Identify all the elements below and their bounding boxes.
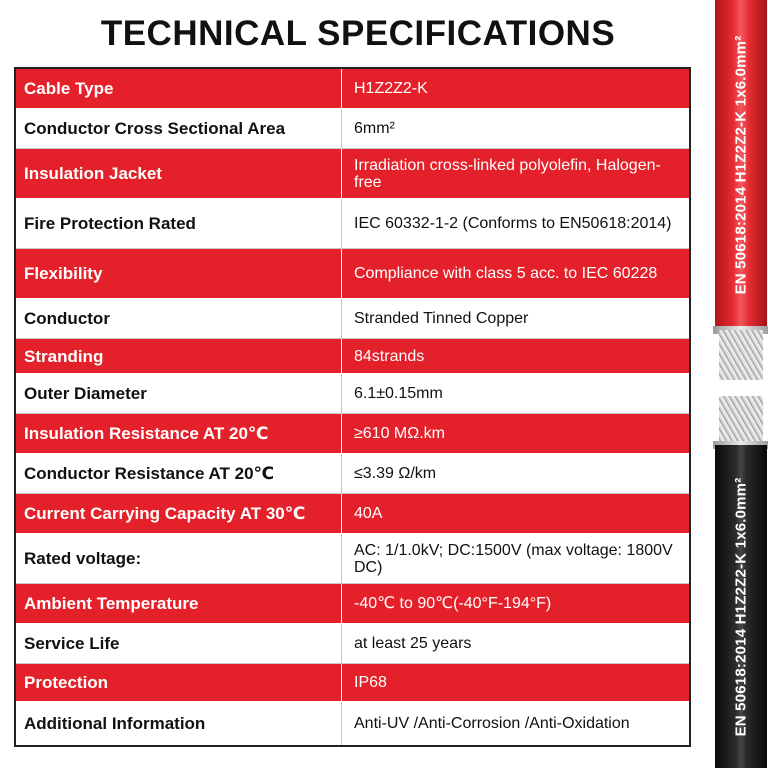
page-title: TECHNICAL SPECIFICATIONS [100, 14, 616, 53]
spec-label: Cable Type [16, 69, 342, 108]
spec-row-outer-diameter [16, 374, 689, 414]
spec-value: 6mm² [354, 120, 395, 137]
spec-row-cable-type [16, 69, 689, 109]
red-cable-print: EN 50618:2014 H1Z2Z2-K 1x6.0mm² [732, 35, 750, 295]
spec-value: Irradiation cross-linked polyolefin, Halogen-free [354, 156, 661, 191]
spec-value: IP68 [354, 674, 387, 691]
spec-value: Anti-UV /Anti-Corrosion /Anti-Oxidation [354, 715, 630, 732]
spec-value: -40℃ to 90℃(-40°F-194°F) [354, 595, 552, 612]
spec-label: Ambient Temperature [16, 584, 342, 623]
spec-value: at least 25 years [354, 635, 472, 652]
spec-label: Protection [16, 664, 342, 701]
spec-value: IEC 60332-1-2 (Conforms to EN50618:2014) [354, 215, 672, 232]
spec-label: Conductor [16, 299, 342, 338]
spec-value: AC: 1/1.0kV; DC:1500V (max voltage: 1800V DC) [354, 541, 673, 576]
spec-table [14, 67, 691, 747]
spec-label: Additional Information [16, 702, 342, 745]
spec-row-current-capacity [16, 494, 689, 534]
spec-label: Fire Protection Rated [16, 199, 342, 248]
spec-value: 84strands [354, 347, 425, 365]
tinned-copper-strands-top [719, 330, 763, 380]
spec-label: Conductor Cross Sectional Area [16, 109, 342, 148]
spec-row-flexibility [16, 249, 689, 299]
spec-value: ≤3.39 Ω/km [354, 465, 437, 482]
spec-label: Stranding [16, 339, 342, 373]
spec-label: Current Carrying Capacity AT 30℃ [16, 494, 342, 533]
spec-label: Service Life [16, 624, 342, 663]
spec-value: Compliance with class 5 acc. to IEC 60228 [354, 265, 658, 282]
spec-label: Insulation Jacket [16, 149, 342, 198]
black-cable-print: EN 50618:2014 H1Z2Z2-K 1x6.0mm² [732, 477, 750, 736]
spec-label: Flexibility [16, 249, 342, 298]
spec-row-rated-voltage [16, 534, 689, 584]
spec-row-stranding [16, 339, 689, 374]
spec-row-fire-protection [16, 199, 689, 249]
spec-row-protection [16, 664, 689, 702]
spec-row-insulation-resistance [16, 414, 689, 454]
black-cable-image [715, 445, 767, 768]
red-cable-image [715, 0, 767, 330]
spec-row-service-life [16, 624, 689, 664]
spec-value: 40A [354, 505, 383, 522]
spec-value: 6.1±0.15mm [354, 385, 443, 402]
spec-value: Stranded Tinned Copper [354, 310, 529, 327]
spec-row-conductor-resistance [16, 454, 689, 494]
tinned-copper-strands-bottom [719, 396, 763, 445]
spec-row-cross-section [16, 109, 689, 149]
spec-row-additional-info [16, 702, 689, 745]
spec-label: Outer Diameter [16, 374, 342, 413]
spec-label: Insulation Resistance AT 20℃ [16, 414, 342, 453]
spec-label: Conductor Resistance AT 20℃ [16, 454, 342, 493]
spec-row-ambient-temperature [16, 584, 689, 624]
spec-row-conductor [16, 299, 689, 339]
spec-label: Rated voltage: [16, 534, 342, 583]
spec-row-insulation-jacket [16, 149, 689, 199]
spec-value: ≥610 MΩ.km [354, 425, 445, 442]
spec-value: H1Z2Z2-K [354, 80, 428, 97]
